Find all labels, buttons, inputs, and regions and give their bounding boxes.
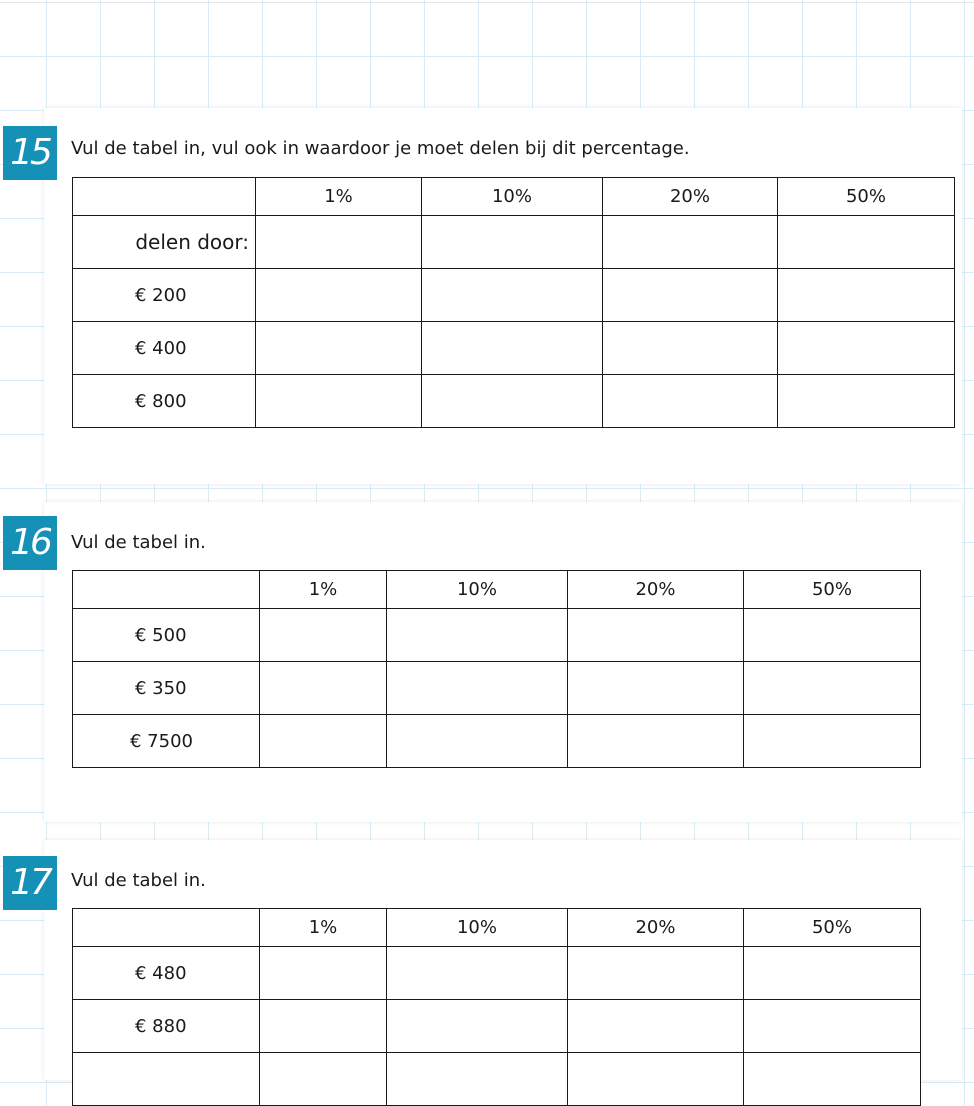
answer-cell[interactable]	[744, 947, 921, 1000]
header-cell-20pct: 20%	[568, 571, 744, 609]
answer-cell[interactable]	[568, 947, 744, 1000]
answer-cell[interactable]	[603, 322, 778, 375]
answer-cell[interactable]	[744, 715, 921, 768]
answer-cell[interactable]	[256, 269, 422, 322]
header-cell-empty	[73, 178, 256, 216]
answer-cell[interactable]	[260, 1053, 387, 1106]
row-label: € 880	[73, 1000, 260, 1053]
table-row	[73, 662, 921, 715]
row-label-delen-door: delen door:	[73, 216, 256, 269]
answer-cell[interactable]	[387, 609, 568, 662]
answer-cell[interactable]	[387, 1000, 568, 1053]
exercise-16-table	[72, 570, 921, 768]
answer-cell[interactable]	[422, 375, 603, 428]
page-top-rule	[0, 2, 974, 3]
answer-cell[interactable]	[387, 947, 568, 1000]
answer-cell[interactable]	[778, 375, 955, 428]
table-header-row	[73, 178, 955, 216]
row-label: € 480	[73, 947, 260, 1000]
row-label: € 800	[73, 375, 256, 428]
answer-cell[interactable]	[422, 269, 603, 322]
table-row	[73, 216, 955, 269]
row-label: € 200	[73, 269, 256, 322]
exercise-15-instruction: Vul de tabel in, vul ook in waardoor je moet delen bij dit percentage.	[71, 138, 690, 159]
answer-cell[interactable]	[603, 216, 778, 269]
header-cell-empty	[73, 571, 260, 609]
table-header-row	[73, 909, 921, 947]
answer-cell[interactable]	[387, 1053, 568, 1106]
exercise-15-number-badge: 15	[3, 126, 57, 180]
exercise-17-instruction: Vul de tabel in.	[71, 870, 206, 891]
table-row	[73, 375, 955, 428]
answer-cell[interactable]	[744, 1000, 921, 1053]
answer-cell[interactable]	[603, 375, 778, 428]
answer-cell[interactable]	[260, 715, 387, 768]
row-label: € 500	[73, 609, 260, 662]
answer-cell[interactable]	[256, 216, 422, 269]
header-cell-1pct: 1%	[260, 909, 387, 947]
answer-cell[interactable]	[260, 609, 387, 662]
answer-cell[interactable]	[778, 216, 955, 269]
row-label	[73, 1053, 260, 1106]
answer-cell[interactable]	[256, 322, 422, 375]
answer-cell[interactable]	[778, 269, 955, 322]
header-cell-10pct: 10%	[422, 178, 603, 216]
table-header-row	[73, 571, 921, 609]
answer-cell[interactable]	[387, 662, 568, 715]
answer-cell[interactable]	[260, 1000, 387, 1053]
exercise-16-number-badge: 16	[3, 516, 57, 570]
header-cell-50pct: 50%	[744, 909, 921, 947]
answer-cell[interactable]	[603, 269, 778, 322]
table-row	[73, 322, 955, 375]
table-row	[73, 1053, 921, 1106]
exercise-17-number-badge: 17	[3, 856, 57, 910]
answer-cell[interactable]	[778, 322, 955, 375]
table-row	[73, 947, 921, 1000]
header-cell-20pct: 20%	[603, 178, 778, 216]
answer-cell[interactable]	[260, 662, 387, 715]
answer-cell[interactable]	[422, 216, 603, 269]
header-cell-empty	[73, 909, 260, 947]
header-cell-1pct: 1%	[256, 178, 422, 216]
row-label: € 350	[73, 662, 260, 715]
exercise-16-instruction: Vul de tabel in.	[71, 532, 206, 553]
answer-cell[interactable]	[422, 322, 603, 375]
exercise-17-table	[72, 908, 921, 1106]
answer-cell[interactable]	[260, 947, 387, 1000]
exercise-15-table	[72, 177, 955, 428]
answer-cell[interactable]	[568, 1053, 744, 1106]
header-cell-20pct: 20%	[568, 909, 744, 947]
table-row	[73, 609, 921, 662]
answer-cell[interactable]	[256, 375, 422, 428]
answer-cell[interactable]	[568, 609, 744, 662]
table-row	[73, 1000, 921, 1053]
answer-cell[interactable]	[568, 715, 744, 768]
header-cell-10pct: 10%	[387, 571, 568, 609]
table-row	[73, 715, 921, 768]
header-cell-50pct: 50%	[778, 178, 955, 216]
answer-cell[interactable]	[387, 715, 568, 768]
answer-cell[interactable]	[744, 662, 921, 715]
answer-cell[interactable]	[744, 1053, 921, 1106]
table-row	[73, 269, 955, 322]
row-label: € 400	[73, 322, 256, 375]
answer-cell[interactable]	[568, 662, 744, 715]
row-label: € 7500	[73, 715, 260, 768]
answer-cell[interactable]	[568, 1000, 744, 1053]
header-cell-10pct: 10%	[387, 909, 568, 947]
header-cell-50pct: 50%	[744, 571, 921, 609]
answer-cell[interactable]	[744, 609, 921, 662]
header-cell-1pct: 1%	[260, 571, 387, 609]
